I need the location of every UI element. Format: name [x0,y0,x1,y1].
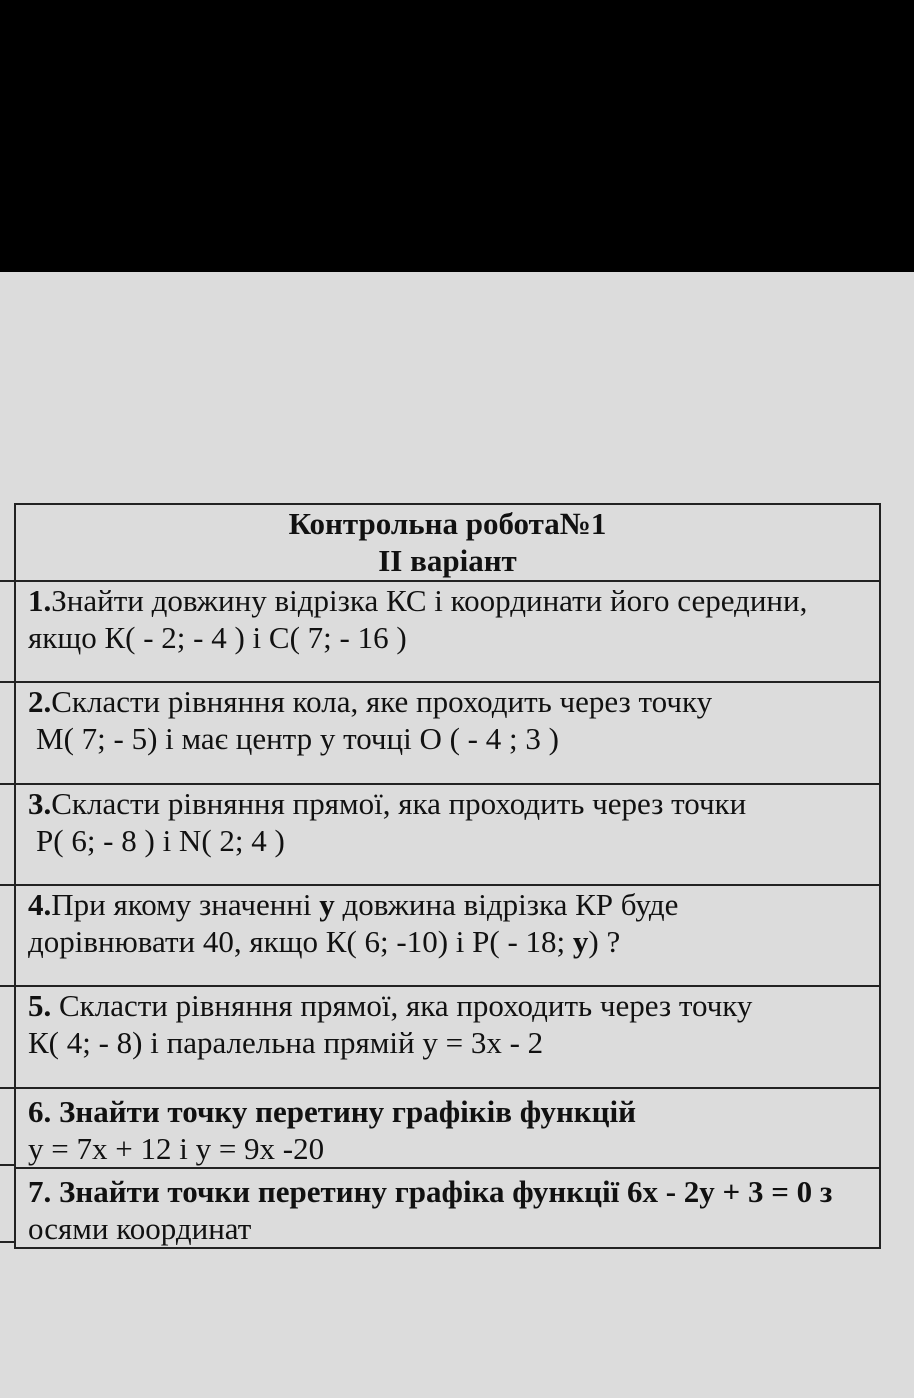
task-text: якщо К( - 2; - 4 ) і С( 7; - 16 ) [28,620,407,655]
task-2 [15,682,880,784]
task-number: 5. [28,988,52,1023]
tasks-table [14,503,881,1249]
task-text: дорівнювати 40, якщо К( 6; -10) і Р( - 18; [28,924,573,959]
row-tick [0,783,15,785]
task-number: 6. [28,1094,52,1129]
task-3 [15,784,880,885]
task-text: Знайти довжину відрізка КС і координати його середини, [51,583,808,618]
row-tick [0,1087,15,1089]
task-text: Знайти точки перетину графіка функції 6х - 2у + 3 = 0 з [51,1174,833,1209]
header-cell [15,504,880,581]
task-text: Р( 6; - 8 ) і N( 2; 4 ) [36,823,285,858]
row-tick [0,985,15,987]
task-text: ) ? [588,924,621,959]
task-text: Знайти точку перетину графіків функцій [51,1094,636,1129]
task-text: К( 4; - 8) і паралельна прямій у = 3х - 2 [28,1025,544,1060]
row-tick [0,1241,15,1243]
task-number: 4. [28,887,52,922]
task-7 [15,1168,880,1248]
row-tick [0,1164,15,1166]
row-tick [0,580,15,582]
task-6 [15,1088,880,1168]
task-text: М( 7; - 5) і має центр у точці О ( - 4 ; 3 ) [36,721,559,756]
task-number: 3. [28,786,52,821]
task-text: Скласти рівняння кола, яке проходить через точку [51,684,713,719]
task-5 [15,986,880,1088]
task-text: Скласти рівняння прямої, яка проходить через точки [51,786,747,821]
task-text: При якому значенні [51,887,320,922]
task-text: довжина відрізка КР буде [334,887,679,922]
task-text: осями координат [28,1211,252,1246]
task-number: 2. [28,684,52,719]
black-top-bar [0,0,914,272]
variable-y: у [319,887,335,922]
variable-y: у [572,924,589,959]
task-number: 7. [28,1174,52,1209]
row-tick [0,681,15,683]
task-4 [15,885,880,986]
task-1 [15,581,880,682]
row-tick [0,884,15,886]
task-text: у = 7х + 12 і у = 9х -20 [28,1131,325,1166]
task-text: Скласти рівняння прямої, яка проходить через точку [51,988,753,1023]
task-number: 1. [28,583,52,618]
variant-label: ІІ варіант [378,543,517,578]
page-title: Контрольна робота№1 [288,506,607,541]
